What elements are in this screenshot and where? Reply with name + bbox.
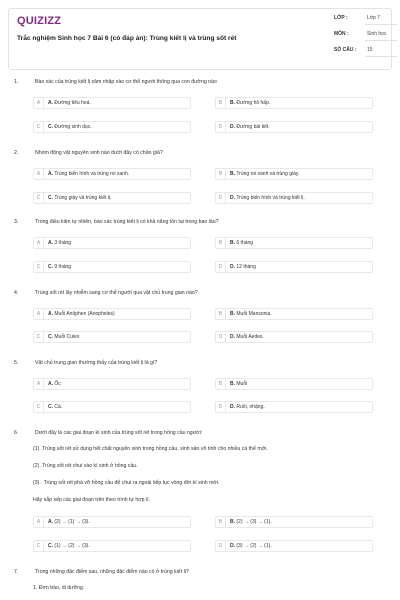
option-letter: D [216, 262, 226, 272]
option-letter: D [216, 122, 226, 132]
meta-count-label: SỐ CÂU : [334, 47, 357, 53]
option-letter: C [34, 122, 44, 132]
option-letter: B [216, 517, 226, 527]
option-letter: A [34, 517, 44, 527]
option-letter: C [34, 262, 44, 272]
option-letter: B [216, 169, 226, 179]
question-text: Bào xác của trùng kiết lị xâm nhập vào cơ thể người thông qua con đường nào [35, 79, 217, 85]
meta-divider [365, 40, 397, 41]
question-number: 1. [14, 79, 19, 85]
question-instruction: Hãy sắp xếp các giai đoạn trên theo trình tự hợp lí. [33, 497, 151, 503]
option-letter: C [34, 193, 44, 203]
option-a[interactable] [33, 97, 191, 109]
option-c[interactable] [33, 261, 191, 273]
option-letter: D [216, 332, 226, 342]
option-letter: B [216, 238, 226, 248]
option-text: B. Muỗi [230, 381, 248, 387]
question-number: 4. [14, 290, 19, 296]
option-b[interactable] [215, 237, 373, 249]
option-text: D. (3) → (2) → (1). [230, 543, 272, 549]
option-text: D. Đường bài tiết. [230, 124, 270, 130]
meta-count-value: 15 [367, 47, 373, 53]
option-text: B. 6 tháng [230, 240, 254, 246]
option-c[interactable] [33, 121, 191, 133]
option-a[interactable] [33, 308, 191, 320]
option-b[interactable] [215, 308, 373, 320]
page-title: Trắc nghiệm Sinh học 7 Bài 6 (có đáp án): Trùng kiết lị và trùng sốt rét [17, 35, 237, 42]
option-text: B. (2) → (3) → (1). [230, 519, 272, 525]
option-letter: C [34, 541, 44, 551]
question-statement: 1. Đơn bào, dị dưỡng. [33, 585, 85, 591]
option-b[interactable] [215, 516, 373, 528]
option-letter: A [34, 379, 44, 389]
option-text: C. Cá. [48, 404, 63, 410]
option-text: C. Trùng giày và trùng kiết lị. [48, 195, 112, 201]
meta-subject-value: Sinh học [367, 31, 387, 37]
question-text: Vật chủ trung gian thường thấy của trùng kiết lị là gì? [35, 360, 158, 366]
option-a[interactable] [33, 168, 191, 180]
option-text: B. Muỗi Mansonia. [230, 311, 272, 317]
meta-class-value: Lớp 7 [367, 15, 381, 21]
option-letter: D [216, 193, 226, 203]
question-statement: (3) . Trùng sốt rét phá vỡ hồng cầu để chui ra ngoài tiếp tục vòng đời kí sinh mới. [33, 480, 220, 486]
option-b[interactable] [215, 378, 373, 390]
option-text: D. Trùng biến hình và trùng kiết lị. [230, 195, 305, 201]
option-a[interactable] [33, 378, 191, 390]
option-letter: A [34, 169, 44, 179]
question-statement: (2). Trùng sốt rét chui vào kí sinh ở hồng cầu. [33, 463, 138, 469]
option-text: C. (1) → (2) → (3). [48, 543, 90, 549]
option-text: A. Trùng biến hình và trùng roi xanh. [48, 171, 130, 177]
option-letter: A [34, 98, 44, 108]
option-c[interactable] [33, 192, 191, 204]
option-letter: C [34, 402, 44, 412]
option-d[interactable] [215, 331, 373, 343]
option-b[interactable] [215, 97, 373, 109]
option-text: C. Đường sinh dục. [48, 124, 92, 130]
meta-class-label: LỚP : [334, 15, 348, 21]
question-text: Nhóm động vật nguyên sinh nào dưới đây có chân giả? [35, 150, 163, 156]
option-text: A. 3 tháng [48, 240, 72, 246]
question-text: Trùng sốt rét lây nhiễm sang cơ thể người qua vật chủ trung gian nào? [35, 290, 198, 296]
option-letter: B [216, 98, 226, 108]
option-text: C. Muỗi Culex [48, 334, 80, 340]
option-text: D. 12 tháng [230, 264, 256, 270]
worksheet-header [8, 8, 392, 70]
meta-divider [365, 56, 397, 57]
option-text: A. Ốc [48, 381, 61, 387]
option-c[interactable] [33, 331, 191, 343]
question-text: Trong những đặc điểm sau, những đặc điểm nào có ở trùng kiết lị? [35, 569, 189, 575]
quizizz-logo: QUIZIZZ [17, 15, 62, 27]
option-a[interactable] [33, 516, 191, 528]
option-d[interactable] [215, 540, 373, 552]
question-number: 7. [14, 569, 19, 575]
option-text: D. Ruồi, nhặng. [230, 404, 265, 410]
option-letter: D [216, 402, 226, 412]
option-text: A. (2) → (1) → (3). [48, 519, 90, 525]
question-text: Dưới đây là các giai đoạn kí sinh của trùng sốt rét trong hồng cầu người: [35, 430, 203, 436]
option-letter: D [216, 541, 226, 551]
option-d[interactable] [215, 261, 373, 273]
question-number: 6. [14, 430, 19, 436]
option-a[interactable] [33, 237, 191, 249]
option-text: B. Trùng roi xanh và trùng giày. [230, 171, 300, 177]
question-number: 3. [14, 219, 19, 225]
option-letter: C [34, 332, 44, 342]
option-text: D. Muỗi Aedes. [230, 334, 264, 340]
meta-subject-label: MÔN : [334, 31, 349, 37]
option-c[interactable] [33, 540, 191, 552]
question-statement: (1). Trùng sốt rét sử dụng hết chất nguyên sinh trong hồng cầu, sinh sản vô tính cho nhiều cá thể mới. [33, 446, 268, 452]
option-letter: A [34, 238, 44, 248]
option-text: C. 9 tháng [48, 264, 72, 270]
option-b[interactable] [215, 168, 373, 180]
question-text: Trong điều kiện tự nhiên, bào xác trùng kiết lị có khả năng tồn tại trong bao lâu? [35, 219, 219, 225]
option-text: B. Đường hô hấp. [230, 100, 271, 106]
option-letter: B [216, 379, 226, 389]
option-letter: A [34, 309, 44, 319]
option-text: A. Muỗi Anôphen (Anopheles) [48, 311, 115, 317]
option-c[interactable] [33, 401, 191, 413]
option-d[interactable] [215, 401, 373, 413]
option-text: A. Đường tiêu hoá. [48, 100, 91, 106]
question-number: 5. [14, 360, 19, 366]
meta-divider [365, 24, 397, 25]
option-d[interactable] [215, 192, 373, 204]
question-number: 2. [14, 150, 19, 156]
option-d[interactable] [215, 121, 373, 133]
option-letter: B [216, 309, 226, 319]
